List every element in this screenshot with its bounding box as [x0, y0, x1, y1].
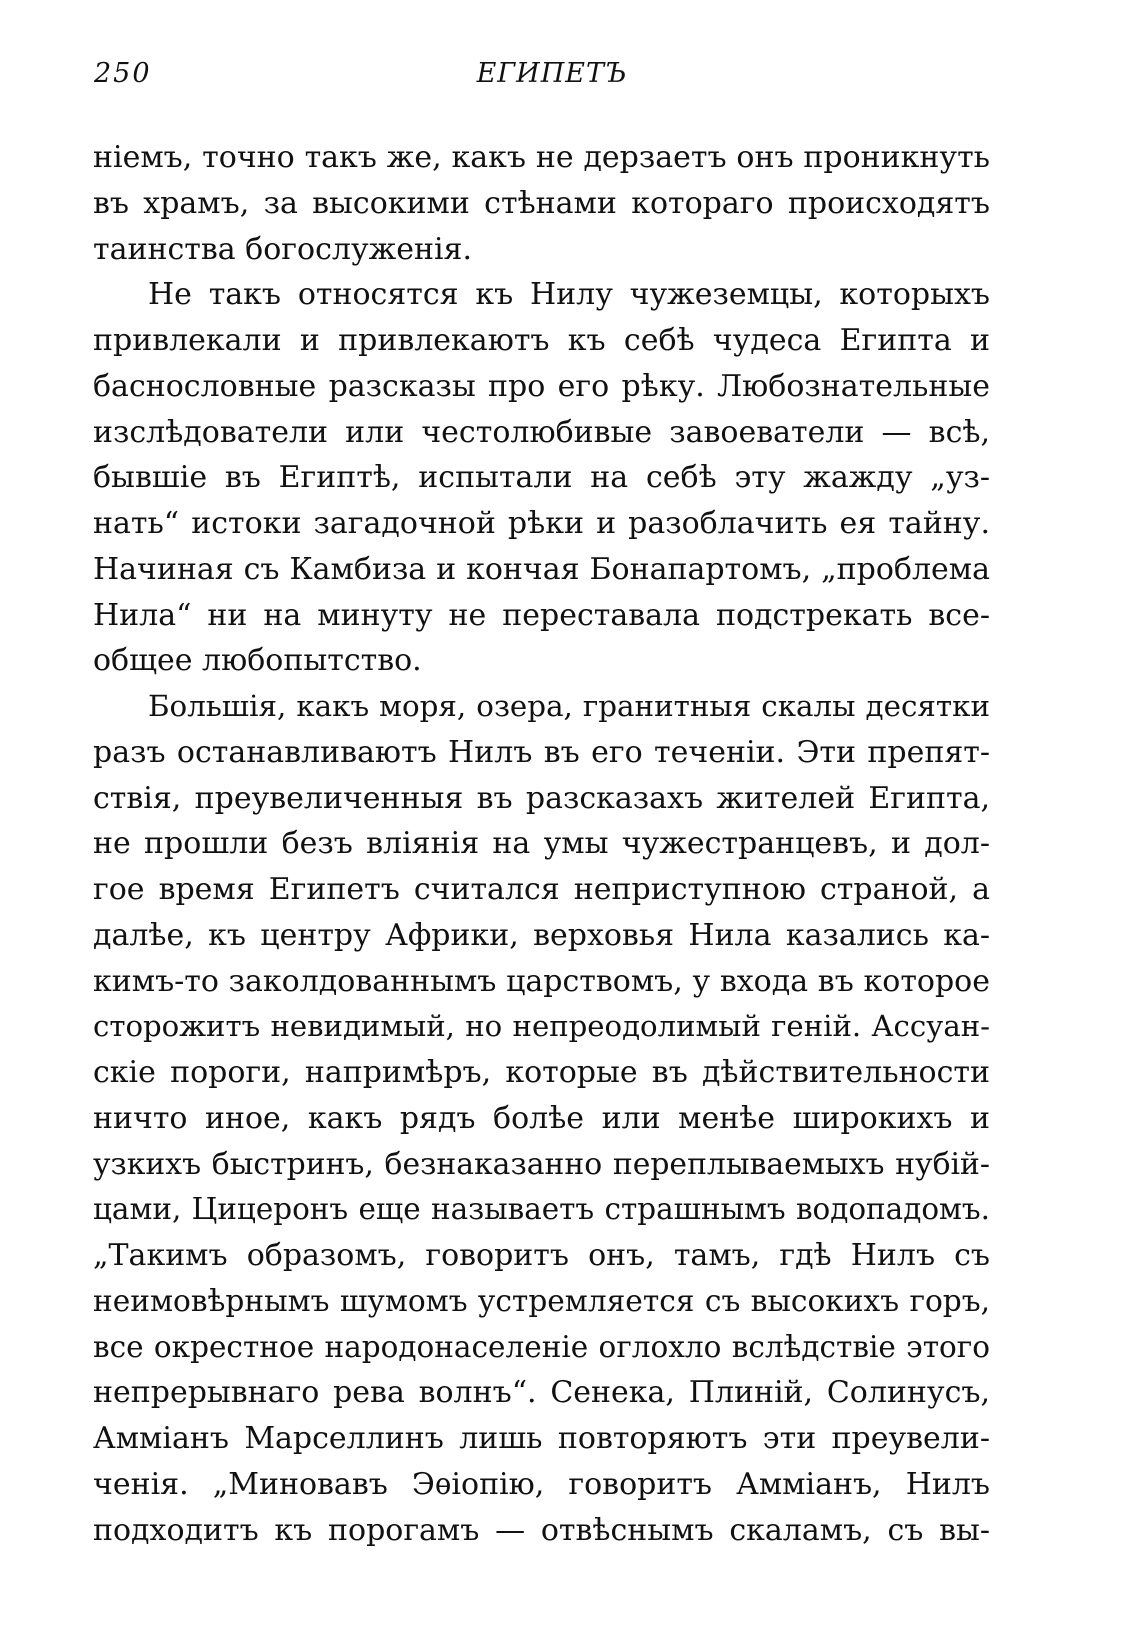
text-line: въ храмъ, за высокими стѣнами котораго происходятъ [93, 185, 990, 221]
text-line: Амміанъ Марселлинъ лишь повторяютъ эти преувели- [93, 1421, 990, 1456]
body-text [93, 135, 990, 1553]
page-number: 250 [94, 58, 152, 89]
text-line: разъ останавливаютъ Нилъ въ его теченіи. Эти препят- [93, 734, 990, 770]
text-line: Начиная съ Камбиза и кончая Бонапартомъ, „проблема [93, 551, 990, 587]
text-line: общее любопытство. [93, 643, 422, 679]
text-line: не прошли безъ вліянія на умы чужестранцевъ, и дол- [93, 826, 990, 862]
text-line: цами, Цицеронъ еще называетъ страшнымъ водопадомъ. [93, 1192, 990, 1227]
page-header [94, 58, 1010, 106]
text-line: баснословные разсказы про его рѣку. Любознательные [93, 368, 990, 404]
text-line: подходитъ къ порогамъ — отвѣснымъ скаламъ, съ вы- [93, 1512, 990, 1548]
text-line: бывшіе въ Египтѣ, испытали на себѣ эту жажду „уз- [93, 460, 990, 496]
text-line: Большія, какъ моря, озера, гранитныя скалы десятки [148, 689, 990, 723]
text-line: скіе пороги, напримѣръ, которые въ дѣйствительности [93, 1055, 990, 1090]
text-line: далѣе, къ центру Африки, верховья Нила казались ка- [93, 917, 990, 953]
text-line: неимовѣрнымъ шумомъ устремляется съ высокихъ горъ, [93, 1283, 990, 1318]
text-line: гое время Египетъ считался неприступною страной, а [93, 872, 990, 907]
text-line: ничто иное, какъ рядъ болѣе или менѣе широкихъ и [93, 1100, 990, 1136]
text-line: ніемъ, точно такъ же, какъ не дерзаетъ онъ проникнуть [93, 140, 990, 175]
text-line: непрерывнаго рева волнъ“. Сенека, Плиній, Солинусъ, [93, 1375, 990, 1411]
running-title: ЕГИПЕТЪ [476, 58, 628, 89]
text-line: сторожитъ невидимый, но непреодолимый геній. Ассуан- [93, 1009, 990, 1044]
text-line: узкихъ быстринъ, безнаказанно переплываемыхъ нубій- [93, 1146, 990, 1182]
text-line: все окрестное народонаселеніе оглохло вслѣдствіе этого [93, 1329, 990, 1364]
text-line: ствія, преувеличенныя въ разсказахъ жителей Египта, [93, 780, 990, 816]
text-line: кимъ-то заколдованнымъ царствомъ, у входа въ которое [93, 963, 990, 999]
text-line: изслѣдователи или честолюбивые завоеватели — всѣ, [93, 414, 990, 450]
text-line: ченія. „Миновавъ Эѳіопію, говоритъ Амміанъ, Нилъ [93, 1466, 990, 1502]
text-line: нать“ истоки загадочной рѣки и разоблачить ея тайну. [93, 506, 990, 541]
text-line: таинства богослуженія. [93, 231, 472, 267]
text-line: „Такимъ образомъ, говоритъ онъ, тамъ, гдѣ Нилъ съ [93, 1238, 990, 1273]
text-line: Нила“ ни на минуту не переставала подстрекать все- [93, 597, 990, 633]
text-line: Не такъ относятся къ Нилу чужеземцы, которыхъ [148, 277, 990, 313]
text-line: привлекали и привлекаютъ къ себѣ чудеса Египта и [93, 323, 990, 358]
